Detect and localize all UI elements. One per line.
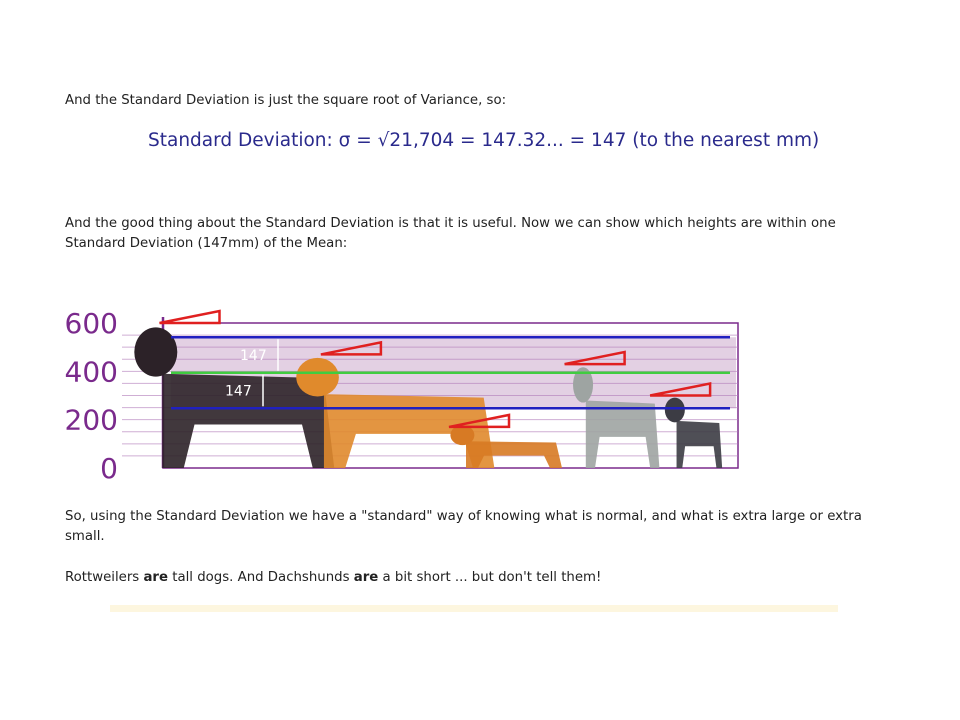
height-marker — [160, 311, 220, 323]
conclusion-part-1: Rottweilers — [65, 570, 144, 585]
y-tick-label: 200 — [64, 403, 118, 437]
usefulness-text: And the good thing about the Standard Deviation is that it is useful. Now we can show which heights are within one Standard Deviation (147mm) of the Mean: — [65, 216, 836, 251]
footer-divider — [110, 605, 838, 612]
y-tick-label: 400 — [64, 355, 118, 389]
dog-head — [296, 358, 339, 397]
dog-head — [134, 327, 177, 376]
y-tick-label: 0 — [100, 452, 118, 485]
intro-text: And the Standard Deviation is just the square root of Variance, so: — [65, 93, 507, 108]
conclusion-text — [65, 568, 895, 588]
sd-label: 147 — [225, 383, 252, 400]
y-tick-label: 600 — [64, 307, 118, 340]
conclusion-emphasis-1: are — [143, 570, 169, 585]
std-dev-formula: Standard Deviation: σ = √21,704 = 147.32... = 147 (to the nearest mm) — [148, 130, 820, 151]
conclusion-emphasis-2: are — [353, 570, 379, 585]
sd-label: 147 — [240, 348, 267, 365]
conclusion-part-2: tall dogs. And Dachshunds — [168, 570, 354, 585]
dog-head — [665, 398, 685, 423]
standard-way-text: So, using the Standard Deviation we have a "standard" way of knowing what is normal, and what is extra large or extra small. — [65, 509, 862, 544]
conclusion-part-3: a bit short ... but don't tell them! — [378, 570, 602, 585]
